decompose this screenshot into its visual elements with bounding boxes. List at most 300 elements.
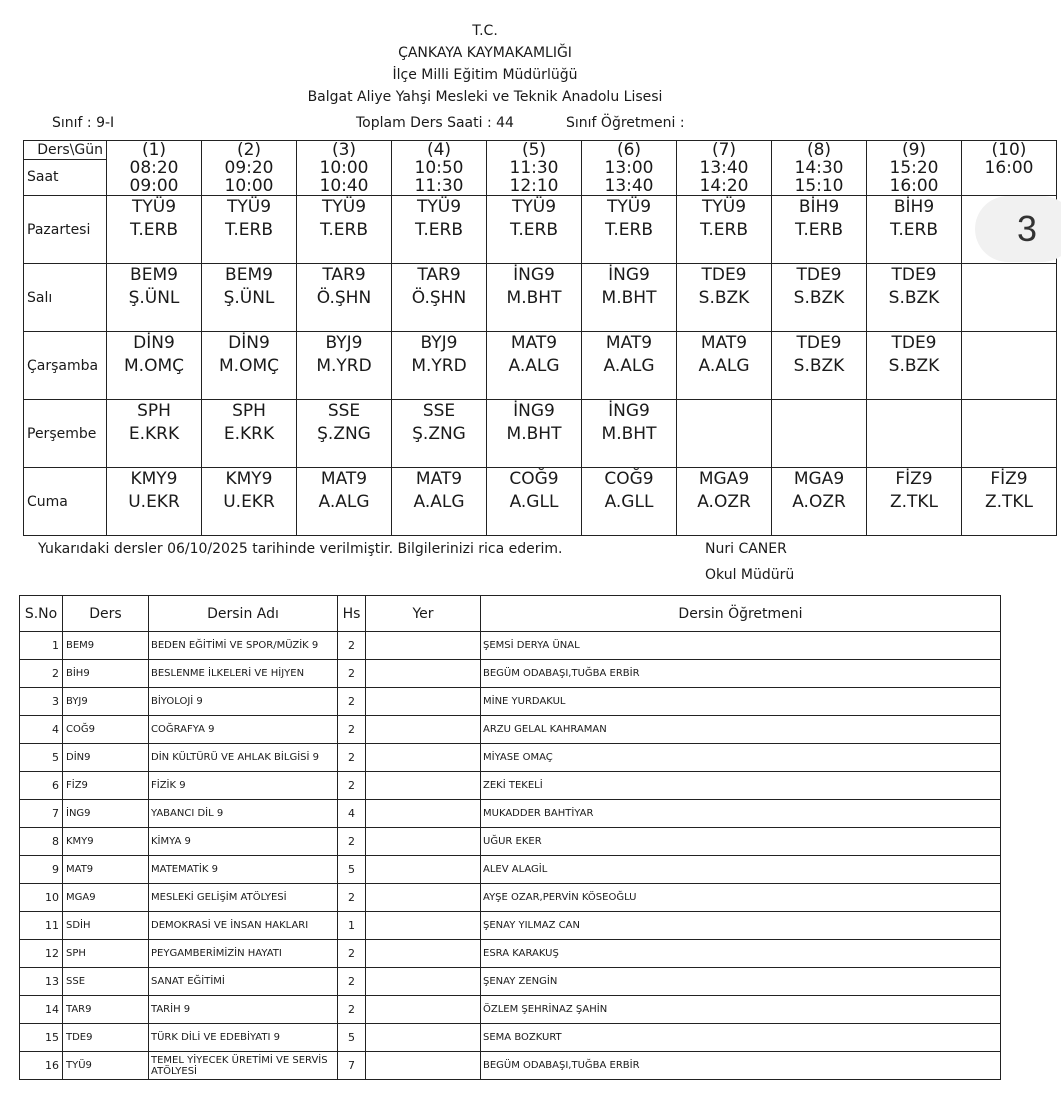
- lesson-teacher: Ö.ŞHN: [316, 288, 372, 308]
- period-header: [392, 141, 487, 196]
- lesson-cell: [487, 264, 582, 332]
- header-tc: T.C.: [472, 23, 498, 39]
- course-teacher: BEGÜM ODABAŞI,TUĞBA ERBİR: [481, 660, 1001, 688]
- course-place: [366, 884, 481, 912]
- lesson-code: TAR9: [417, 265, 461, 285]
- course-table-header: [20, 596, 1001, 632]
- course-teacher: ŞENAY YILMAZ CAN: [481, 912, 1001, 940]
- period-number: (1): [141, 140, 167, 160]
- period-header: [487, 141, 582, 196]
- period-number: (8): [806, 140, 832, 160]
- course-code: MGA9: [63, 884, 149, 912]
- lesson-code: BİH9: [798, 197, 840, 217]
- course-code: TAR9: [63, 996, 149, 1024]
- course-name: MATEMATİK 9: [149, 856, 338, 884]
- lesson-teacher: A.ALG: [413, 492, 465, 512]
- course-sno: 9: [20, 856, 63, 884]
- lesson-code: TDE9: [891, 333, 937, 353]
- lesson-teacher: Z.TKL: [889, 492, 939, 512]
- day-label: Çarşamba: [24, 332, 107, 400]
- period-end: 10:00: [224, 176, 274, 196]
- course-place: [366, 632, 481, 660]
- lesson-cell: [487, 468, 582, 536]
- lesson-code: MAT9: [415, 469, 463, 489]
- lesson-teacher: Ö.ŞHN: [411, 288, 467, 308]
- col-header-teacher: Dersin Öğretmeni: [481, 596, 1001, 632]
- course-hours: 2: [338, 996, 366, 1024]
- course-code: COĞ9: [63, 716, 149, 744]
- course-sno: 10: [20, 884, 63, 912]
- lesson-code: İNG9: [608, 265, 650, 285]
- course-code: DİN9: [63, 744, 149, 772]
- course-teacher: ESRA KARAKUŞ: [481, 940, 1001, 968]
- lesson-cell: [582, 332, 677, 400]
- course-hours: 2: [338, 632, 366, 660]
- header-directorate: İlçe Milli Eğitim Müdürlüğü: [392, 67, 578, 83]
- lesson-teacher: S.BZK: [793, 356, 845, 376]
- lesson-cell: [677, 332, 772, 400]
- course-teacher: UĞUR EKER: [481, 828, 1001, 856]
- course-name: DİN KÜLTÜRÜ VE AHLAK BİLGİSİ 9: [149, 744, 338, 772]
- course-name: COĞRAFYA 9: [149, 716, 338, 744]
- course-name: FİZİK 9: [149, 772, 338, 800]
- day-row: [24, 332, 1057, 400]
- lesson-cell: [677, 264, 772, 332]
- lesson-cell: [487, 332, 582, 400]
- period-start: 11:30: [509, 158, 559, 178]
- period-header: [107, 141, 202, 196]
- course-row: [20, 1052, 1001, 1080]
- period-start: 08:20: [129, 158, 179, 178]
- period-start: 10:50: [414, 158, 464, 178]
- lesson-cell: [202, 332, 297, 400]
- course-place: [366, 856, 481, 884]
- lesson-teacher: M.BHT: [601, 424, 657, 444]
- lesson-cell: [202, 468, 297, 536]
- course-place: [366, 744, 481, 772]
- lesson-teacher: S.BZK: [793, 288, 845, 308]
- period-end: 09:00: [129, 176, 179, 196]
- period-end: 12:10: [509, 176, 559, 196]
- lesson-cell: [867, 400, 962, 468]
- lesson-code: DİN9: [228, 333, 270, 353]
- period-number: (7): [711, 140, 737, 160]
- course-row: [20, 716, 1001, 744]
- lesson-cell: [487, 400, 582, 468]
- lesson-code: TYÜ9: [226, 197, 272, 217]
- day-label: Pazartesi: [24, 196, 107, 264]
- course-teacher: MUKADDER BAHTİYAR: [481, 800, 1001, 828]
- period-end: 10:40: [319, 176, 369, 196]
- lesson-code: KMY9: [225, 469, 273, 489]
- course-sno: 6: [20, 772, 63, 800]
- lesson-code: COĞ9: [604, 469, 654, 489]
- course-code: SSE: [63, 968, 149, 996]
- period-number: (9): [901, 140, 927, 160]
- lesson-code: BEM9: [130, 265, 178, 285]
- course-hours: 7: [338, 1052, 366, 1080]
- lesson-code: TDE9: [701, 265, 747, 285]
- lesson-code: COĞ9: [509, 469, 559, 489]
- period-start: 09:20: [224, 158, 274, 178]
- lesson-code: DİN9: [133, 333, 175, 353]
- course-list-table: [19, 595, 1001, 1080]
- course-place: [366, 968, 481, 996]
- lesson-teacher: E.KRK: [128, 424, 180, 444]
- period-end: 14:20: [699, 176, 749, 196]
- period-start: 13:00: [604, 158, 654, 178]
- lesson-cell: [677, 468, 772, 536]
- course-hours: 2: [338, 716, 366, 744]
- course-sno: 11: [20, 912, 63, 940]
- course-code: İNG9: [63, 800, 149, 828]
- period-start: 14:30: [794, 158, 844, 178]
- lesson-teacher: M.BHT: [601, 288, 657, 308]
- lesson-teacher: A.OZR: [697, 492, 751, 512]
- lesson-cell: [392, 264, 487, 332]
- lesson-teacher: T.ERB: [225, 220, 273, 240]
- lesson-teacher: M.YRD: [316, 356, 372, 376]
- course-hours: 2: [338, 828, 366, 856]
- course-sno: 4: [20, 716, 63, 744]
- lesson-cell: [107, 400, 202, 468]
- lesson-code: BYJ9: [420, 333, 458, 353]
- day-row: [24, 400, 1057, 468]
- lesson-teacher: M.OMÇ: [219, 356, 279, 376]
- course-teacher: MİYASE OMAÇ: [481, 744, 1001, 772]
- lesson-teacher: T.ERB: [605, 220, 653, 240]
- lesson-teacher: A.GLL: [509, 492, 559, 512]
- lesson-cell: [582, 400, 677, 468]
- period-number: (3): [331, 140, 357, 160]
- col-header-hours: Hs: [338, 596, 366, 632]
- course-sno: 14: [20, 996, 63, 1024]
- lesson-cell: [867, 264, 962, 332]
- lesson-teacher: T.ERB: [415, 220, 463, 240]
- corner-cell: [24, 141, 107, 196]
- principal-name: Nuri CANER: [705, 541, 787, 557]
- course-code: SDİH: [63, 912, 149, 940]
- col-header-place: Yer: [366, 596, 481, 632]
- day-row: [24, 264, 1057, 332]
- lesson-code: TDE9: [796, 333, 842, 353]
- period-header: [582, 141, 677, 196]
- lesson-teacher: T.ERB: [510, 220, 558, 240]
- lesson-cell: [297, 332, 392, 400]
- lesson-code: SPH: [232, 401, 266, 421]
- period-number: (10): [991, 140, 1027, 160]
- period-header: [297, 141, 392, 196]
- course-hours: 2: [338, 940, 366, 968]
- course-code: BYJ9: [63, 688, 149, 716]
- course-teacher: SEMA BOZKURT: [481, 1024, 1001, 1052]
- period-end: 13:40: [604, 176, 654, 196]
- lesson-teacher: A.ALG: [318, 492, 370, 512]
- course-hours: 2: [338, 884, 366, 912]
- lesson-cell: [297, 196, 392, 264]
- weekly-schedule-table: [23, 140, 1057, 536]
- lesson-cell: [392, 196, 487, 264]
- lesson-cell: [297, 468, 392, 536]
- course-row: [20, 744, 1001, 772]
- class-teacher-label: Sınıf Öğretmeni :: [566, 115, 685, 131]
- lesson-code: MAT9: [320, 469, 368, 489]
- lesson-teacher: T.ERB: [700, 220, 748, 240]
- lesson-teacher: Ş.ÜNL: [128, 288, 180, 308]
- lesson-code: SSE: [422, 401, 456, 421]
- lesson-code: KMY9: [130, 469, 178, 489]
- lesson-code: TYÜ9: [606, 197, 652, 217]
- course-sno: 2: [20, 660, 63, 688]
- course-row: [20, 1024, 1001, 1052]
- course-hours: 2: [338, 660, 366, 688]
- period-header: [962, 141, 1057, 196]
- lesson-code: MAT9: [700, 333, 748, 353]
- course-teacher: ŞEMSİ DERYA ÜNAL: [481, 632, 1001, 660]
- course-code: TYÜ9: [63, 1052, 149, 1080]
- lesson-teacher: S.BZK: [888, 288, 940, 308]
- period-header: [867, 141, 962, 196]
- lesson-code: BYJ9: [325, 333, 363, 353]
- lesson-cell: [582, 468, 677, 536]
- header-district: ÇANKAYA KAYMAKAMLIĞI: [398, 45, 572, 61]
- lesson-cell: [107, 332, 202, 400]
- lesson-cell: [392, 400, 487, 468]
- lesson-teacher: M.YRD: [411, 356, 467, 376]
- course-place: [366, 1052, 481, 1080]
- lesson-cell: [867, 468, 962, 536]
- day-label: Cuma: [24, 468, 107, 536]
- lesson-cell: [582, 264, 677, 332]
- lesson-code: SPH: [137, 401, 171, 421]
- lesson-teacher: S.BZK: [698, 288, 750, 308]
- lesson-cell: [962, 468, 1057, 536]
- lesson-cell: [202, 264, 297, 332]
- course-sno: 5: [20, 744, 63, 772]
- lesson-code: TYÜ9: [131, 197, 177, 217]
- course-teacher: ARZU GELAL KAHRAMAN: [481, 716, 1001, 744]
- course-place: [366, 996, 481, 1024]
- course-sno: 8: [20, 828, 63, 856]
- course-code: BEM9: [63, 632, 149, 660]
- day-label: Perşembe: [24, 400, 107, 468]
- lesson-code: MAT9: [510, 333, 558, 353]
- lesson-cell: [772, 196, 867, 264]
- corner-day-label: Ders\Gün: [24, 141, 106, 160]
- lesson-code: MGA9: [698, 469, 750, 489]
- course-sno: 16: [20, 1052, 63, 1080]
- period-start: 16:00: [984, 158, 1034, 178]
- course-name: TARİH 9: [149, 996, 338, 1024]
- class-label: Sınıf : 9-I: [52, 115, 115, 131]
- course-row: [20, 884, 1001, 912]
- course-name: BESLENME İLKELERİ VE HİJYEN: [149, 660, 338, 688]
- lesson-code: İNG9: [513, 265, 555, 285]
- lesson-cell: [772, 332, 867, 400]
- lesson-teacher: Z.TKL: [984, 492, 1034, 512]
- lesson-code: TYÜ9: [321, 197, 367, 217]
- principal-title: Okul Müdürü: [705, 567, 795, 583]
- col-header-sno: S.No: [20, 596, 63, 632]
- lesson-teacher: T.ERB: [130, 220, 178, 240]
- period-end: 16:00: [889, 176, 939, 196]
- course-row: [20, 660, 1001, 688]
- course-teacher: ŞENAY ZENGİN: [481, 968, 1001, 996]
- course-row: [20, 800, 1001, 828]
- lesson-teacher: T.ERB: [795, 220, 843, 240]
- lesson-code: MGA9: [793, 469, 845, 489]
- header-school: Balgat Aliye Yahşi Mesleki ve Teknik Anadolu Lisesi: [307, 89, 663, 105]
- lesson-cell: [582, 196, 677, 264]
- course-code: KMY9: [63, 828, 149, 856]
- lesson-cell: [772, 264, 867, 332]
- lesson-teacher: Ş.ZNG: [317, 424, 371, 444]
- period-number: (4): [426, 140, 452, 160]
- course-sno: 7: [20, 800, 63, 828]
- course-name: YABANCI DİL 9: [149, 800, 338, 828]
- lesson-code: BEM9: [225, 265, 273, 285]
- lesson-cell: [487, 196, 582, 264]
- period-start: 13:40: [699, 158, 749, 178]
- lesson-cell: [772, 400, 867, 468]
- course-place: [366, 688, 481, 716]
- course-name: SANAT EĞİTİMİ: [149, 968, 338, 996]
- course-code: TDE9: [63, 1024, 149, 1052]
- period-end: 11:30: [414, 176, 464, 196]
- course-hours: 5: [338, 856, 366, 884]
- lesson-code: İNG9: [608, 401, 650, 421]
- day-label: Salı: [24, 264, 107, 332]
- course-place: [366, 940, 481, 968]
- total-hours-label: Toplam Ders Saati : 44: [356, 115, 514, 131]
- course-hours: 2: [338, 968, 366, 996]
- lesson-cell: [867, 332, 962, 400]
- lesson-code: FİZ9: [990, 469, 1028, 489]
- lesson-code: SSE: [327, 401, 361, 421]
- lesson-cell: [962, 264, 1057, 332]
- lesson-code: TDE9: [796, 265, 842, 285]
- period-number: (6): [616, 140, 642, 160]
- course-name: BİYOLOJİ 9: [149, 688, 338, 716]
- course-hours: 2: [338, 772, 366, 800]
- lesson-teacher: Ş.ÜNL: [223, 288, 275, 308]
- course-name: BEDEN EĞİTİMİ VE SPOR/MÜZİK 9: [149, 632, 338, 660]
- lesson-cell: [107, 468, 202, 536]
- course-teacher: MİNE YURDAKUL: [481, 688, 1001, 716]
- period-header-row: [24, 141, 1057, 196]
- course-name: KİMYA 9: [149, 828, 338, 856]
- course-row: [20, 772, 1001, 800]
- lesson-code: TDE9: [891, 265, 937, 285]
- course-hours: 4: [338, 800, 366, 828]
- course-hours: 2: [338, 688, 366, 716]
- course-teacher: ALEV ALAGİL: [481, 856, 1001, 884]
- lesson-teacher: A.ALG: [698, 356, 750, 376]
- course-name: TÜRK DİLİ VE EDEBİYATI 9: [149, 1024, 338, 1052]
- period-header: [202, 141, 297, 196]
- course-name: PEYGAMBERİMİZİN HAYATI: [149, 940, 338, 968]
- lesson-cell: [772, 468, 867, 536]
- course-place: [366, 828, 481, 856]
- lesson-cell: [677, 400, 772, 468]
- period-start: 10:00: [319, 158, 369, 178]
- lesson-cell: [107, 264, 202, 332]
- lesson-code: FİZ9: [895, 469, 933, 489]
- lesson-teacher: M.BHT: [506, 288, 562, 308]
- lesson-cell: [392, 332, 487, 400]
- period-header: [677, 141, 772, 196]
- course-teacher: ZEKİ TEKELİ: [481, 772, 1001, 800]
- lesson-cell: [962, 332, 1057, 400]
- lesson-cell: [867, 196, 962, 264]
- course-sno: 13: [20, 968, 63, 996]
- period-header: [772, 141, 867, 196]
- lesson-cell: [107, 196, 202, 264]
- course-name: MESLEKİ GELİŞİM ATÖLYESİ: [149, 884, 338, 912]
- schedule-note: Yukarıdaki dersler 06/10/2025 tarihinde verilmiştir. Bilgilerinizi rica ederim.: [38, 541, 563, 557]
- course-row: [20, 632, 1001, 660]
- day-row: [24, 468, 1057, 536]
- day-row: [24, 196, 1057, 264]
- course-sno: 1: [20, 632, 63, 660]
- lesson-teacher: Ş.ZNG: [412, 424, 466, 444]
- lesson-cell: [202, 400, 297, 468]
- lesson-code: TYÜ9: [701, 197, 747, 217]
- lesson-code: TYÜ9: [511, 197, 557, 217]
- lesson-cell: [677, 196, 772, 264]
- course-sno: 12: [20, 940, 63, 968]
- lesson-teacher: M.BHT: [506, 424, 562, 444]
- lesson-teacher: S.BZK: [888, 356, 940, 376]
- course-hours: 5: [338, 1024, 366, 1052]
- lesson-teacher: M.OMÇ: [124, 356, 184, 376]
- course-row: [20, 912, 1001, 940]
- course-row: [20, 828, 1001, 856]
- corner-time-label: Saat: [27, 169, 59, 185]
- period-number: (5): [521, 140, 547, 160]
- lesson-code: BİH9: [893, 197, 935, 217]
- lesson-code: MAT9: [605, 333, 653, 353]
- course-place: [366, 800, 481, 828]
- course-code: BİH9: [63, 660, 149, 688]
- lesson-teacher: T.ERB: [890, 220, 938, 240]
- period-end: 15:10: [794, 176, 844, 196]
- course-place: [366, 772, 481, 800]
- course-code: FİZ9: [63, 772, 149, 800]
- course-code: MAT9: [63, 856, 149, 884]
- lesson-cell: [392, 468, 487, 536]
- lesson-cell: [962, 400, 1057, 468]
- course-hours: 2: [338, 744, 366, 772]
- course-place: [366, 660, 481, 688]
- course-row: [20, 996, 1001, 1024]
- period-start: 15:20: [889, 158, 939, 178]
- page-number-badge[interactable]: [975, 196, 1061, 262]
- course-place: [366, 1024, 481, 1052]
- lesson-cell: [202, 196, 297, 264]
- course-teacher: BEGÜM ODABAŞI,TUĞBA ERBİR: [481, 1052, 1001, 1080]
- lesson-teacher: A.ALG: [508, 356, 560, 376]
- period-number: (2): [236, 140, 262, 160]
- lesson-teacher: T.ERB: [320, 220, 368, 240]
- course-sno: 15: [20, 1024, 63, 1052]
- course-sno: 3: [20, 688, 63, 716]
- course-place: [366, 912, 481, 940]
- course-code: SPH: [63, 940, 149, 968]
- course-place: [366, 716, 481, 744]
- course-row: [20, 968, 1001, 996]
- lesson-teacher: U.EKR: [128, 492, 180, 512]
